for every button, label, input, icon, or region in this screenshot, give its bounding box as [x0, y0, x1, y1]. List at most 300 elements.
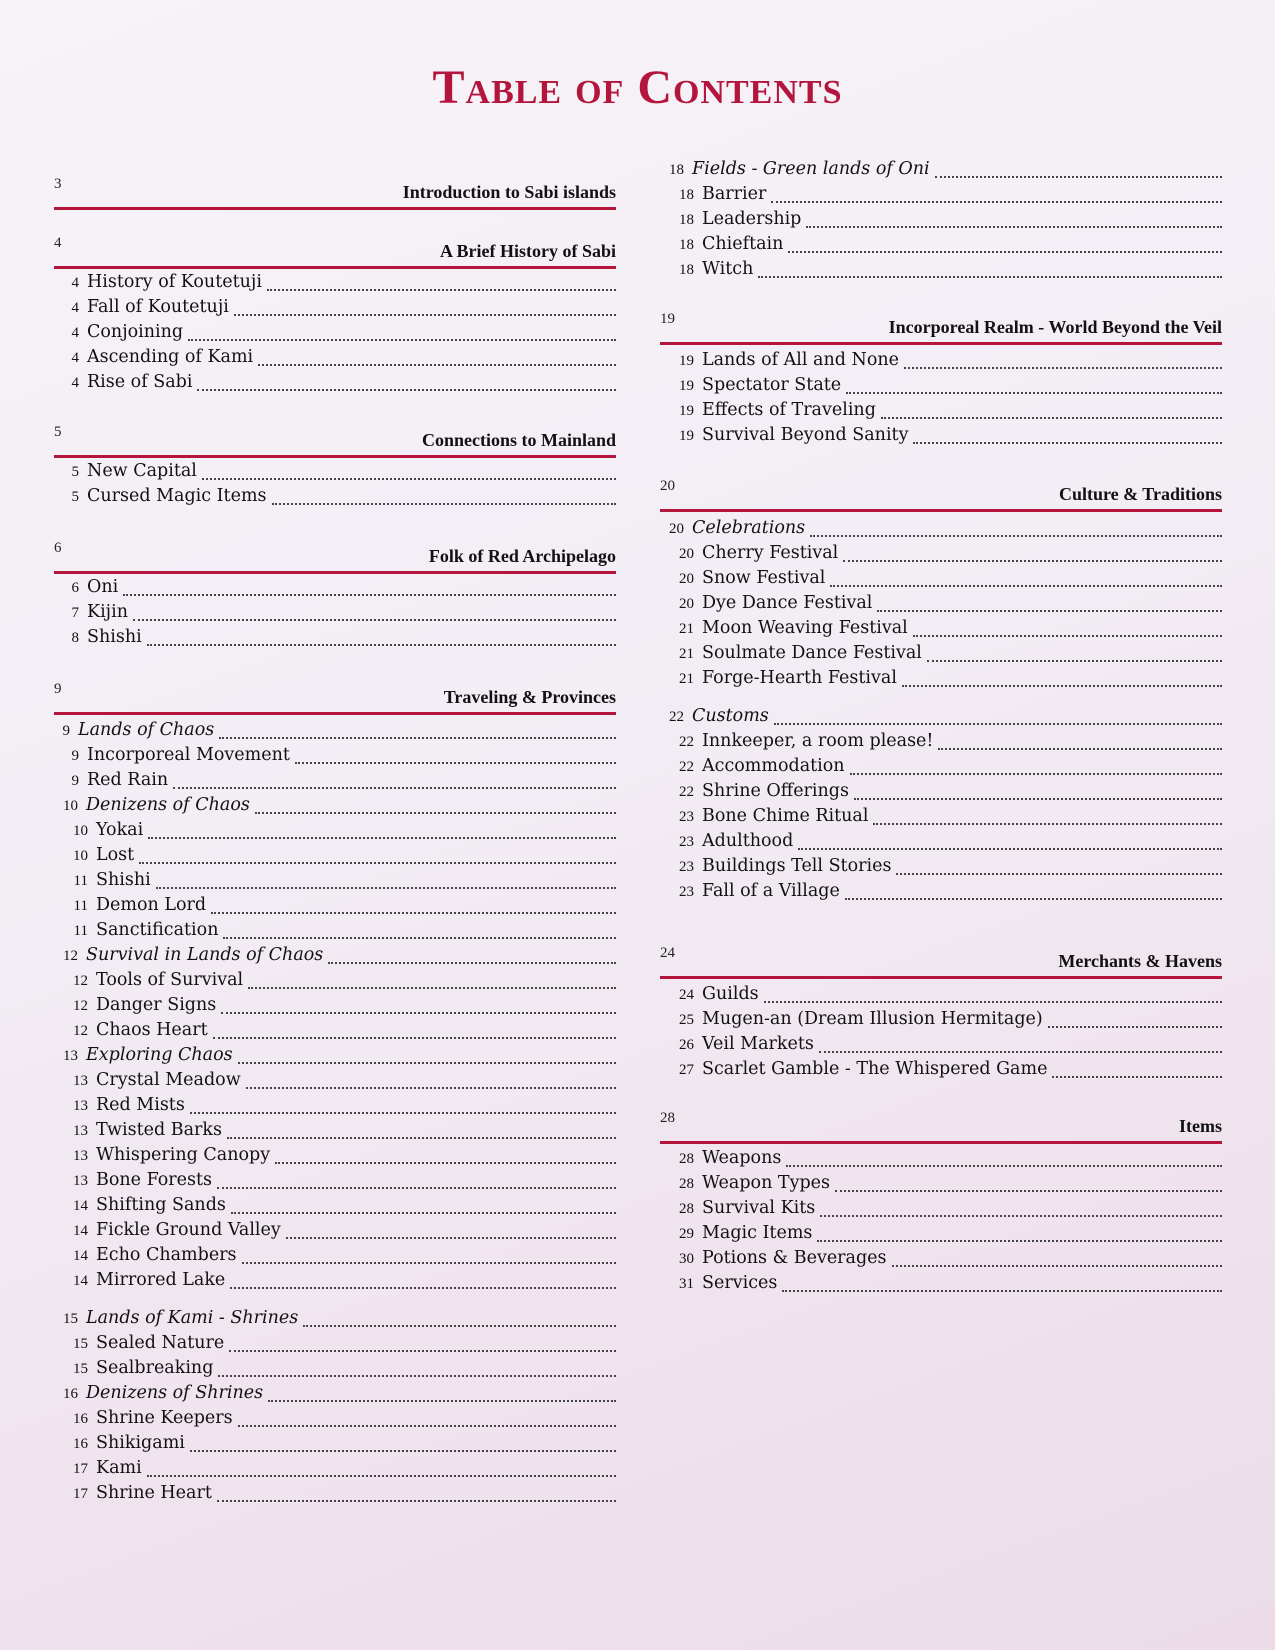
entry-page-number: 19: [679, 403, 694, 419]
toc-entry[interactable]: [660, 1034, 1222, 1059]
toc-entry[interactable]: [54, 1458, 616, 1483]
section-page-number: 9: [54, 681, 62, 697]
entry-page-number: 20: [679, 546, 694, 562]
entry-page-number: 10: [73, 848, 88, 864]
entry-label: Kami: [96, 1458, 142, 1478]
entry-page-number: 15: [63, 1311, 78, 1327]
entry-label: Adulthood: [702, 831, 794, 851]
section-page-number: 20: [660, 478, 675, 494]
section-title: Traveling & Provinces: [443, 687, 616, 707]
toc-section[interactable]: [660, 311, 1222, 349]
section-title: Introduction to Sabi islands: [402, 182, 616, 202]
entry-page-number: 5: [71, 464, 79, 480]
entry-label: Crystal Meadow: [96, 1070, 241, 1090]
toc-entry[interactable]: [54, 1220, 616, 1245]
entry-page-number: 21: [679, 646, 694, 662]
dot-leader: [843, 559, 1222, 562]
dot-leader: [133, 618, 616, 621]
entry-label: Denizens of Chaos: [86, 795, 250, 815]
toc-section[interactable]: [54, 235, 616, 273]
toc-entry[interactable]: [54, 347, 616, 372]
dot-leader: [820, 1214, 1222, 1217]
entry-label: Demon Lord: [96, 895, 207, 915]
entry-label: Barrier: [702, 184, 767, 204]
entry-page-number: 13: [63, 1048, 78, 1064]
toc-section[interactable]: [54, 424, 616, 462]
entry-page-number: 12: [63, 948, 78, 964]
entry-label: Fields - Green lands of Oni: [692, 159, 930, 179]
toc-entry[interactable]: [660, 643, 1222, 668]
toc-entry-list: [54, 461, 616, 511]
dot-leader: [896, 872, 1222, 875]
dot-leader: [275, 1161, 616, 1164]
toc-entry[interactable]: [54, 1358, 616, 1383]
entry-page-number: 14: [73, 1223, 88, 1239]
dot-leader: [242, 1261, 616, 1264]
toc-entry[interactable]: [660, 731, 1222, 756]
dot-leader: [935, 175, 1222, 178]
entry-page-number: 27: [679, 1062, 694, 1078]
dot-leader: [219, 736, 616, 739]
entry-label: Innkeeper, a room please!: [702, 731, 934, 751]
dot-leader: [188, 338, 616, 341]
entry-label: Survival Beyond Sanity: [702, 425, 909, 445]
dot-leader: [221, 1011, 616, 1014]
toc-entry[interactable]: [54, 486, 616, 511]
entry-label: Spectator State: [702, 375, 842, 395]
dot-leader: [819, 1050, 1222, 1053]
toc-entry[interactable]: [54, 845, 616, 870]
dot-leader: [303, 1324, 616, 1327]
toc-entry[interactable]: [660, 881, 1222, 906]
toc-section[interactable]: [54, 681, 616, 719]
toc-entry[interactable]: [660, 1223, 1222, 1248]
dot-leader: [223, 936, 616, 939]
dot-leader: [202, 477, 616, 480]
entry-page-number: 12: [73, 1023, 88, 1039]
toc-entry[interactable]: [660, 234, 1222, 259]
entry-label: Sealbreaking: [96, 1358, 214, 1378]
toc-entry[interactable]: [54, 895, 616, 920]
toc-subsection[interactable]: [54, 1045, 616, 1070]
entry-page-number: 16: [73, 1436, 88, 1452]
entry-label: Tools of Survival: [96, 970, 244, 990]
toc-entry[interactable]: [54, 1433, 616, 1458]
entry-label: Lost: [96, 845, 135, 865]
section-divider: [660, 509, 1222, 512]
toc-entry[interactable]: [54, 297, 616, 322]
toc-section[interactable]: [660, 945, 1222, 983]
toc-entry-list: [660, 350, 1222, 450]
dot-leader: [217, 1186, 616, 1189]
toc-entry[interactable]: [660, 1059, 1222, 1084]
dot-leader: [1052, 1075, 1222, 1078]
entry-page-number: 9: [71, 773, 79, 789]
entry-label: Customs: [692, 706, 769, 726]
dot-leader: [927, 659, 1222, 662]
entry-page-number: 11: [73, 873, 88, 889]
dot-leader: [227, 1136, 616, 1139]
section-divider: [54, 455, 616, 458]
toc-entry[interactable]: [660, 543, 1222, 568]
toc-entry[interactable]: [54, 577, 616, 602]
toc-section[interactable]: [54, 540, 616, 578]
entry-page-number: 14: [73, 1198, 88, 1214]
entry-label: Lands of All and None: [702, 350, 899, 370]
entry-label: Kijin: [87, 602, 128, 622]
entry-label: Sanctification: [96, 920, 219, 940]
entry-label: Magic Items: [702, 1223, 813, 1243]
entry-page-number: 4: [71, 300, 79, 316]
entry-page-number: 28: [679, 1201, 694, 1217]
entry-page-number: 6: [71, 580, 79, 596]
toc-entry[interactable]: [54, 461, 616, 486]
toc-entry[interactable]: [660, 756, 1222, 781]
entry-label: History of Koutetuji: [87, 272, 262, 292]
dot-leader: [211, 911, 616, 914]
toc-entry[interactable]: [54, 1333, 616, 1358]
entry-page-number: 16: [63, 1386, 78, 1402]
entry-label: Soulmate Dance Festival: [702, 643, 922, 663]
dot-leader: [248, 986, 616, 989]
entry-page-number: 13: [73, 1073, 88, 1089]
entry-page-number: 22: [679, 784, 694, 800]
section-page-number: 19: [660, 311, 675, 327]
entry-page-number: 9: [71, 748, 79, 764]
toc-entry[interactable]: [660, 184, 1222, 209]
toc-entry[interactable]: [660, 668, 1222, 693]
entry-label: Yokai: [96, 820, 144, 840]
entry-page-number: 16: [73, 1411, 88, 1427]
dot-leader: [258, 363, 616, 366]
entry-label: Effects of Traveling: [702, 400, 876, 420]
entry-page-number: 23: [679, 884, 694, 900]
entry-label: Incorporeal Movement: [87, 745, 290, 765]
dot-leader: [782, 1289, 1222, 1292]
entry-page-number: 20: [669, 521, 684, 537]
dot-leader: [771, 200, 1222, 203]
section-page-number: 24: [660, 945, 675, 961]
section-title: Culture & Traditions: [1058, 484, 1222, 504]
toc-entry[interactable]: [54, 1245, 616, 1270]
toc-entry[interactable]: [660, 400, 1222, 425]
toc-entry[interactable]: [660, 984, 1222, 1009]
entry-label: Conjoining: [87, 322, 184, 342]
dot-leader: [295, 761, 616, 764]
toc-entry[interactable]: [54, 322, 616, 347]
entry-page-number: 15: [73, 1336, 88, 1352]
section-divider: [54, 571, 616, 574]
toc-entry[interactable]: [54, 1020, 616, 1045]
toc-entry[interactable]: [660, 831, 1222, 856]
dot-leader: [238, 1061, 616, 1064]
entry-label: Red Mists: [96, 1095, 185, 1115]
toc-subsection[interactable]: [54, 720, 616, 745]
dot-leader: [938, 747, 1222, 750]
dot-leader: [231, 1211, 616, 1214]
entry-page-number: 18: [669, 162, 684, 178]
entry-label: Shrine Offerings: [702, 781, 849, 801]
dot-leader: [810, 534, 1222, 537]
dot-leader: [218, 1374, 616, 1377]
entry-label: Bone Forests: [96, 1170, 213, 1190]
toc-entry[interactable]: [54, 627, 616, 652]
dot-leader: [328, 961, 616, 964]
entry-label: Survival Kits: [702, 1198, 816, 1218]
dot-leader: [904, 366, 1222, 369]
entry-page-number: 20: [679, 596, 694, 612]
entry-label: Buildings Tell Stories: [702, 856, 892, 876]
entry-page-number: 22: [669, 709, 684, 725]
entry-page-number: 23: [679, 859, 694, 875]
entry-page-number: 23: [679, 834, 694, 850]
toc-entry[interactable]: [54, 745, 616, 770]
dot-leader: [913, 634, 1222, 637]
entry-page-number: 28: [679, 1176, 694, 1192]
entry-label: Chaos Heart: [96, 1020, 208, 1040]
section-title: Folk of Red Archipelago: [428, 546, 616, 566]
dot-leader: [267, 288, 616, 291]
entry-label: Shishi: [96, 870, 151, 890]
entry-label: Celebrations: [692, 518, 806, 538]
entry-page-number: 5: [71, 489, 79, 505]
dot-leader: [246, 1086, 616, 1089]
section-title: Items: [1179, 1116, 1222, 1136]
dot-leader: [147, 1474, 616, 1477]
entry-page-number: 4: [71, 375, 79, 391]
section-divider: [54, 712, 616, 715]
entry-page-number: 17: [73, 1461, 88, 1477]
entry-label: Chieftain: [702, 234, 784, 254]
dot-leader: [830, 584, 1222, 587]
toc-entry[interactable]: [660, 1173, 1222, 1198]
entry-label: Shishi: [87, 627, 142, 647]
entry-label: Shikigami: [96, 1433, 185, 1453]
entry-page-number: 7: [71, 605, 79, 621]
entry-page-number: 18: [679, 237, 694, 253]
toc-section[interactable]: [660, 1110, 1222, 1148]
dot-leader: [213, 1036, 616, 1039]
entry-label: New Capital: [87, 461, 197, 481]
toc-entry[interactable]: [660, 375, 1222, 400]
entry-page-number: 13: [73, 1148, 88, 1164]
section-page-number: 5: [54, 424, 62, 440]
toc-entry[interactable]: [660, 209, 1222, 234]
toc-subsection[interactable]: [660, 518, 1222, 543]
dot-leader: [238, 1424, 616, 1427]
section-page-number: 28: [660, 1110, 675, 1126]
entry-page-number: 18: [679, 212, 694, 228]
entry-page-number: 17: [73, 1486, 88, 1502]
entry-label: Guilds: [702, 984, 759, 1004]
entry-label: Witch: [702, 259, 754, 279]
entry-label: Whispering Canopy: [96, 1145, 271, 1165]
entry-page-number: 19: [679, 353, 694, 369]
toc-entry[interactable]: [54, 770, 616, 795]
toc-entry[interactable]: [660, 593, 1222, 618]
entry-page-number: 24: [679, 987, 694, 1003]
entry-page-number: 29: [679, 1226, 694, 1242]
entry-page-number: 13: [73, 1173, 88, 1189]
entry-page-number: 18: [679, 262, 694, 278]
entry-label: Weapons: [702, 1148, 782, 1168]
dot-leader: [255, 811, 616, 814]
toc-subsection[interactable]: [54, 1383, 616, 1408]
toc-entry[interactable]: [660, 259, 1222, 284]
toc-entry[interactable]: [54, 870, 616, 895]
entry-label: Lands of Chaos: [78, 720, 215, 740]
toc-entry[interactable]: [54, 1270, 616, 1295]
entry-page-number: 22: [679, 759, 694, 775]
toc-entry[interactable]: [660, 1198, 1222, 1223]
entry-page-number: 14: [73, 1248, 88, 1264]
toc-entry[interactable]: [660, 806, 1222, 831]
toc-entry[interactable]: [54, 602, 616, 627]
entry-page-number: 8: [71, 630, 79, 646]
entry-page-number: 4: [71, 350, 79, 366]
toc-entry-list: [660, 159, 1222, 284]
entry-label: Echo Chambers: [96, 1245, 237, 1265]
entry-page-number: 13: [73, 1123, 88, 1139]
section-page-number: 6: [54, 540, 62, 556]
dot-leader: [758, 275, 1222, 278]
toc-entry[interactable]: [54, 372, 616, 397]
entry-page-number: 25: [679, 1012, 694, 1028]
dot-leader: [835, 1189, 1222, 1192]
toc-entry[interactable]: [660, 1148, 1222, 1173]
toc-entry[interactable]: [54, 1120, 616, 1145]
entry-label: Moon Weaving Festival: [702, 618, 908, 638]
toc-entry[interactable]: [660, 1009, 1222, 1034]
toc-entry-list: [54, 577, 616, 652]
entry-label: Survival in Lands of Chaos: [86, 945, 324, 965]
entry-label: Exploring Chaos: [86, 1045, 233, 1065]
section-divider: [54, 266, 616, 269]
toc-entry[interactable]: [660, 425, 1222, 450]
entry-label: Sealed Nature: [96, 1333, 225, 1353]
toc-entry-list: [660, 984, 1222, 1084]
dot-leader: [817, 1239, 1222, 1242]
dot-leader: [217, 1499, 616, 1502]
entry-page-number: 11: [73, 898, 88, 914]
entry-label: Snow Festival: [702, 568, 826, 588]
toc-entry[interactable]: [54, 272, 616, 297]
entry-label: Shifting Sands: [96, 1195, 226, 1215]
section-page-number: 3: [54, 176, 62, 192]
section-divider: [660, 976, 1222, 979]
entry-label: Fickle Ground Valley: [96, 1220, 281, 1240]
dot-leader: [846, 391, 1222, 394]
toc-entry[interactable]: [54, 1095, 616, 1120]
toc-entry[interactable]: [54, 1170, 616, 1195]
entry-label: Veil Markets: [702, 1034, 814, 1054]
dot-leader: [902, 684, 1222, 687]
entry-label: Cherry Festival: [702, 543, 839, 563]
toc-subsection[interactable]: [54, 1308, 616, 1333]
toc-subsection[interactable]: [660, 706, 1222, 731]
section-divider: [660, 342, 1222, 345]
dot-leader: [850, 772, 1222, 775]
section-title: A Brief History of Sabi: [440, 241, 616, 261]
toc-entry[interactable]: [54, 1070, 616, 1095]
toc-entry[interactable]: [54, 970, 616, 995]
toc-subsection[interactable]: [54, 945, 616, 970]
dot-leader: [788, 250, 1222, 253]
dot-leader: [156, 886, 616, 889]
dot-leader: [147, 643, 616, 646]
dot-leader: [190, 1111, 616, 1114]
entry-label: Leadership: [702, 209, 802, 229]
dot-leader: [913, 441, 1222, 444]
toc-subsection[interactable]: [54, 795, 616, 820]
entry-label: Services: [702, 1273, 778, 1293]
toc-subsection[interactable]: [660, 159, 1222, 184]
toc-entry[interactable]: [660, 1273, 1222, 1298]
entry-label: Red Rain: [87, 770, 169, 790]
dot-leader: [230, 1286, 616, 1289]
entry-page-number: 19: [679, 378, 694, 394]
toc-section[interactable]: [54, 176, 616, 214]
toc-entry[interactable]: [54, 1145, 616, 1170]
dot-leader: [173, 786, 616, 789]
entry-label: Mirrored Lake: [96, 1270, 226, 1290]
dot-leader: [229, 1349, 616, 1352]
toc-entry[interactable]: [660, 568, 1222, 593]
dot-leader: [854, 797, 1222, 800]
toc-entry[interactable]: [660, 1248, 1222, 1273]
section-title: Connections to Mainland: [421, 430, 616, 450]
entry-label: Scarlet Gamble - The Whispered Game: [702, 1059, 1048, 1079]
entry-label: Lands of Kami - Shrines: [86, 1308, 299, 1328]
toc-entry-list: [660, 518, 1222, 906]
entry-page-number: 18: [679, 187, 694, 203]
toc-entry[interactable]: [54, 920, 616, 945]
dot-leader: [123, 593, 616, 596]
entry-label: Dye Dance Festival: [702, 593, 873, 613]
entry-page-number: 22: [679, 734, 694, 750]
toc-entry[interactable]: [660, 350, 1222, 375]
entry-page-number: 31: [679, 1276, 694, 1292]
entry-page-number: 28: [679, 1151, 694, 1167]
toc-entry[interactable]: [54, 1408, 616, 1433]
entry-label: Oni: [87, 577, 119, 597]
toc-entry-list: [54, 272, 616, 397]
entry-label: Mugen-an (Dream Illusion Hermitage): [702, 1009, 1043, 1029]
dot-leader: [190, 1449, 616, 1452]
entry-label: Weapon Types: [702, 1173, 831, 1193]
toc-entry[interactable]: [660, 618, 1222, 643]
toc-entry[interactable]: [660, 856, 1222, 881]
page-title: Table of Contents: [432, 61, 843, 114]
dot-leader: [286, 1236, 616, 1239]
dot-leader: [139, 861, 616, 864]
toc-entry[interactable]: [54, 1195, 616, 1220]
entry-page-number: 26: [679, 1037, 694, 1053]
dot-leader: [877, 609, 1222, 612]
dot-leader: [845, 897, 1222, 900]
dot-leader: [197, 388, 616, 391]
toc-entry[interactable]: [54, 820, 616, 845]
toc-entry[interactable]: [54, 995, 616, 1020]
entry-page-number: 4: [71, 275, 79, 291]
entry-page-number: 11: [73, 923, 88, 939]
entry-page-number: 4: [71, 325, 79, 341]
toc-entry[interactable]: [54, 1483, 616, 1508]
entry-label: Cursed Magic Items: [87, 486, 267, 506]
toc-section[interactable]: [660, 478, 1222, 516]
dot-leader: [1048, 1025, 1222, 1028]
toc-entry[interactable]: [660, 781, 1222, 806]
